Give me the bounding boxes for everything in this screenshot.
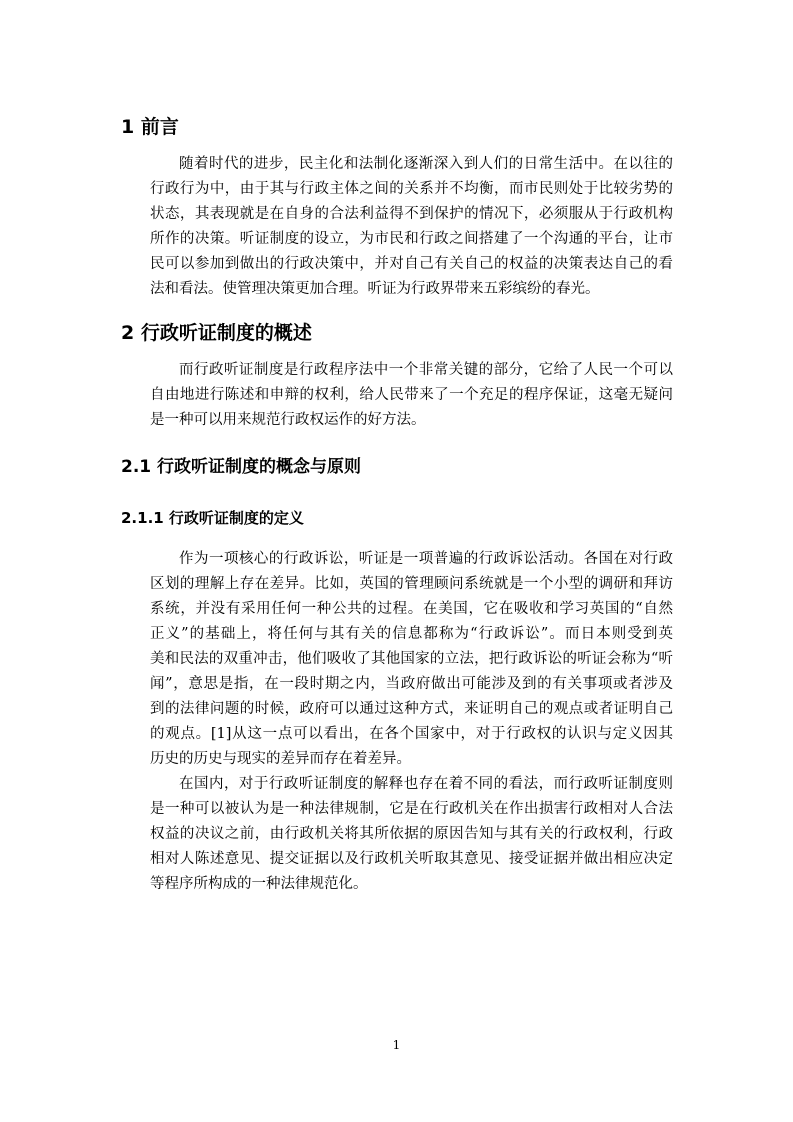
- paragraph-preface: [121, 152, 673, 302]
- paragraph-overview: [121, 358, 673, 433]
- text-line: 法和看法。使管理决策更加合理。听证为行政界带来五彩缤纷的春光。: [150, 281, 600, 297]
- text-line: 历史的历史与现实的差异而存在着差异。: [150, 751, 411, 767]
- heading-concept-principles: 2.1 行政听证制度的概念与原则: [121, 457, 362, 477]
- paragraph-definition-1: [121, 547, 673, 772]
- text-line: 随着时代的进步，民主化和法制化逐渐深入到人们的日常生活中。在以往的: [179, 156, 673, 172]
- text-line: 而行政听证制度是行政程序法中一个非常关键的部分，它给了人民一个可以: [179, 362, 673, 378]
- text-line: 是一种可以用来规范行政权运作的好方法。: [150, 412, 426, 428]
- text-line: 相对人陈述意见、提交证据以及行政机关听取其意见、接受证据并做出相应决定: [150, 851, 673, 867]
- page-content: [121, 112, 673, 897]
- heading-overview: 2 行政听证制度的概述: [121, 322, 312, 344]
- text-line: 是一种可以被认为是一种法律规制，它是在行政机关在作出损害行政相对人合法: [150, 801, 673, 817]
- text-line: 美和民法的双重冲击，他们吸收了其他国家的立法，把行政诉讼的听证会称为“听: [150, 651, 673, 667]
- text-line: 在国内，对于行政听证制度的解释也存在着不同的看法，而行政听证制度则: [179, 776, 673, 792]
- text-line: 行政行为中，由于其与行政主体之间的关系并不均衡，而市民则处于比较劣势的: [150, 181, 673, 197]
- text-line: 正义”的基础上，将任何与其有关的信息都称为“行政诉讼”。而日本则受到英: [150, 626, 673, 642]
- text-line: 系统，并没有采用任何一种公共的过程。在美国，它在吸收和学习英国的“自然: [150, 601, 673, 617]
- text-line: 区划的理解上存在差异。比如，英国的管理顾问系统就是一个小型的调研和拜访: [150, 576, 673, 592]
- text-line: 状态，其表现就是在自身的合法利益得不到保护的情况下，必须服从于行政机构: [150, 206, 673, 222]
- page-number: 1: [392, 1038, 401, 1052]
- paragraph-definition-2: [121, 772, 673, 897]
- text-line: 闻”，意思是指，在一段时期之内，当政府做出可能涉及到的有关事项或者涉及: [150, 676, 673, 692]
- text-line: 自由地进行陈述和申辩的权利，给人民带来了一个充足的程序保证，这毫无疑问: [150, 387, 673, 403]
- text-line: 到的法律问题的时候，政府可以通过这种方式，来证明自己的观点或者证明自己: [150, 701, 673, 717]
- heading-preface: 1 前言: [121, 116, 179, 138]
- text-line: 所作的决策。听证制度的设立，为市民和行政之间搭建了一个沟通的平台，让市: [150, 231, 673, 247]
- text-line: 作为一项核心的行政诉讼，听证是一项普遍的行政诉讼活动。各国在对行政: [179, 551, 673, 567]
- text-line: 民可以参加到做出的行政决策中，并对自己有关自己的权益的决策表达自己的看: [150, 256, 673, 272]
- text-line: 等程序所构成的一种法律规范化。: [150, 876, 368, 892]
- heading-definition: 2.1.1 行政听证制度的定义: [121, 509, 304, 527]
- text-line: 权益的决议之前，由行政机关将其所依据的原因告知与其有关的行政权利，行政: [150, 826, 673, 842]
- text-line: 的观点。[1]从这一点可以看出，在各个国家中，对于行政权的认识与定义因其: [150, 726, 673, 742]
